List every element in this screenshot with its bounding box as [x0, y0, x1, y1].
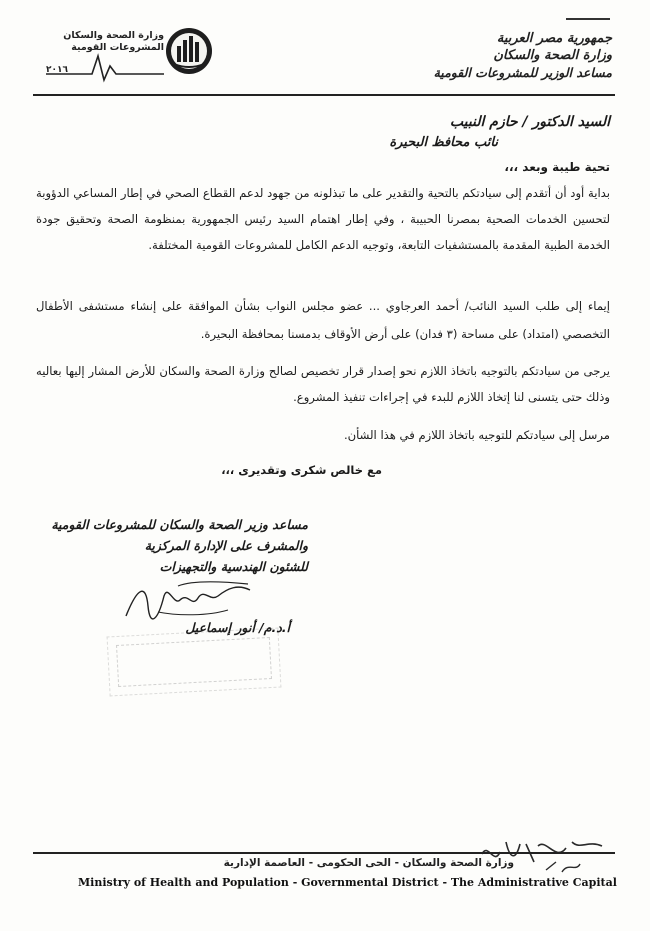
paragraph: يرجى من سيادتكم بالتوجيه باتخاذ اللازم نحو إصدار قرار تخصيص لصالح وزارة الصحة والسكان للأرض المشار إليها بعاليه وذلك حتى يتسنى لنا إتخاذ اللازم للبدء في إجراءات تنفيذ المشروع. — [36, 364, 610, 404]
footer-english-address: Ministry of Health and Population - Governmental District - The Administrative Capital — [78, 876, 617, 889]
signatory-title-line: للشئون الهندسية والتجهيزات — [159, 559, 308, 574]
ministry-logo-block — [44, 26, 224, 86]
signature-block — [48, 514, 308, 577]
faded-stamp — [107, 628, 282, 697]
paragraph: مرسل إلى سيادتكم للتوجيه باتخاذ اللازم في هذا الشأن. — [343, 428, 610, 442]
signatory-title-line: مساعد وزير الصحة والسكان للمشروعات القومية — [51, 517, 308, 532]
top-mark — [566, 18, 610, 20]
paragraph: بداية أود أن أتقدم إلى سيادتكم بالتحية والتقدير على ما تبذلونه من جهود لدعم القطاع الصحي في إطار المساعي الدؤوبة لتحسين الخدمات الصحية بمصرنا الحبيبة ، وفي إطار اهتمام السيد رئيس الجمهورية بمنظومة الصحة وتحقيق جودة الخدمة الطبية المقدمة بالمستشفيات التابعة، وتوجيه الدعم الكامل للمشروعات القومية المختلفة. — [36, 186, 610, 252]
greeting: تحية طيبة وبعد ،،، — [504, 160, 610, 174]
addressee-name: السيد الدكتور / حازم النبيب — [449, 114, 610, 130]
logo-number: ٢٠١٦ — [46, 65, 68, 75]
handwritten-signature — [118, 576, 268, 626]
footer-arabic-address: وزارة الصحة والسكان - الحى الحكومى - العاصمة الإدارية — [223, 857, 514, 869]
logo-line: وزارة الصحة والسكان — [63, 30, 164, 41]
handwritten-reference-number — [476, 832, 616, 876]
footer-divider — [33, 852, 615, 854]
closing-line: مع خالص شكرى وتقديرى ،،، — [221, 463, 382, 477]
ministry-emblem-icon — [164, 26, 214, 76]
letterhead-line: وزارة الصحة والسكان — [493, 48, 612, 63]
letterhead-line: جمهورية مصر العربية — [496, 31, 612, 46]
letterhead-right — [392, 30, 612, 81]
addressee-title: نائب محافظ البحيرة — [389, 135, 498, 150]
header-divider — [33, 94, 615, 96]
paragraph: إيماء إلى طلب السيد النائب/ أحمد العرجاوي ... عضو مجلس النواب بشأن الموافقة على إنشاء مستشفى الأطفال التخصصي (امتداد) على مساحة (٣ فدان) على أرض الأوقاف بدمسنا بمحافظة البحيرة. — [36, 299, 610, 341]
logo-line: المشروعات القومية — [71, 42, 164, 53]
signatory-title-line: والمشرف على الإدارة المركزية — [144, 538, 308, 553]
signatory-name: أ.د.م/ أنور إسماعيل — [185, 620, 290, 635]
letterhead-line: مساعد الوزير للمشروعات القومية — [433, 65, 612, 80]
ecg-line-icon — [44, 44, 166, 84]
